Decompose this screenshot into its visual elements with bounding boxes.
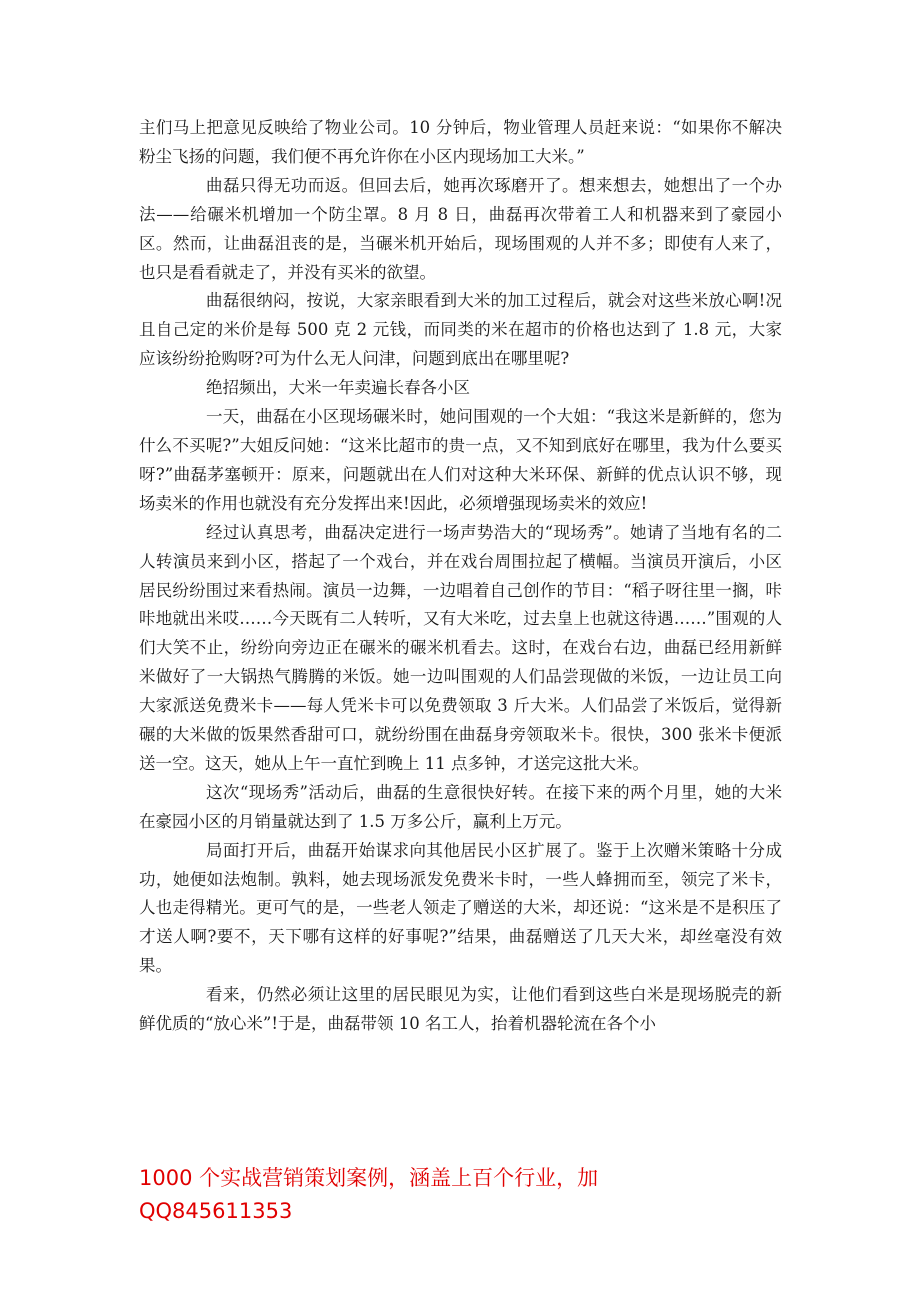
paragraph: 经过认真思考，曲磊决定进行一场声势浩大的“现场秀”。她请了当地有名的二人转演员来到小区，搭起了一个戏台，并在戏台周围拉起了横幅。当演员开演后，小区居民纷纷围过来看热闹。演员一边舞，一边唱着自己创作的节目：“稻子呀往里一搁，咔咔地就出米哎……今天既有二人转听，又有大米吃，过去皇上也就这待遇……”围观的人们大笑不止，纷纷向旁边正在碾米的碾米机看去。这时，在戏台右边，曲磊已经用新鲜米做好了一大锅热气腾腾的米饭。她一边叫围观的人们品尝现做的米饭，一边让员工向大家派送免费米卡——每人凭米卡可以免费领取 3 斤大米。人们品尝了米饭后，觉得新碾的大米做的饭果然香甜可口，就纷纷围在曲磊身旁领取米卡。很快，300 张米卡便派送一空。这天，她从上午一直忙到晚上 11 点多钟，才送完这批大米。 (139, 522, 782, 773)
promo-line-1: 1000 个实战营销策划案例，涵盖上百个行业，加 (139, 1166, 599, 1190)
paragraph: 一天，曲磊在小区现场碾米时，她问围观的一个大姐：“我这米是新鲜的，您为什么不买呢?”大姐反问她：“这米比超市的贵一点，又不知到底好在哪里，我为什么要买呀?”曲磊茅塞顿开：原来，问题就出在人们对这种大米环保、新鲜的优点认识不够，现场卖米的作用也就没有充分发挥出来!因此，必须增强现场卖米的效应! (139, 407, 782, 513)
paragraph: 看来，仍然必须让这里的居民眼见为实，让他们看到这些白米是现场脱壳的新鲜优质的“放心米”!于是，曲磊带领 10 名工人，抬着机器轮流在各个小 (139, 985, 782, 1034)
paragraph: 主们马上把意见反映给了物业公司。10 分钟后，物业管理人员赶来说：“如果你不解决粉尘飞扬的问题，我们便不再允许你在小区内现场加工大米。” (139, 118, 782, 166)
paragraph: 曲磊只得无功而返。但回去后，她再次琢磨开了。想来想去，她想出了一个办法——给碾米机增加一个防尘罩。8 月 8 日，曲磊再次带着工人和机器来到了豪园小区。然而，让曲磊沮丧的是，当碾米机开始后，现场围观的人并不多；即使有人来了，也只是看看就走了，并没有买米的欲望。 (139, 175, 782, 282)
paragraph: 曲磊很纳闷，按说，大家亲眼看到大米的加工过程后，就会对这些米放心啊!况且自己定的米价是每 500 克 2 元钱，而同类的米在超市的价格也达到了 1.8 元，大家应该纷纷抢购呀?可为什么无人问津，问题到底出在哪里呢? (139, 291, 782, 369)
promo-line-2: QQ845611353 (139, 1199, 293, 1223)
paragraph: 局面打开后，曲磊开始谋求向其他居民小区扩展了。鉴于上次赠米策略十分成功，她便如法炮制。孰料，她去现场派发免费米卡时，一些人蜂拥而至，领完了米卡，人也走得精光。更可气的是，一些老人领走了赠送的大米，却还说：“这米是不是积压了才送人啊?要不，天下哪有这样的好事呢?”结果，曲磊赠送了几天大米，却丝毫没有效果。 (139, 840, 782, 976)
paragraph: 这次“现场秀”活动后，曲磊的生意很快好转。在接下来的两个月里，她的大米在豪园小区的月销量就达到了 1.5 万多公斤，赢利上万元。 (139, 782, 782, 831)
section-heading: 绝招频出，大米一年卖遍长春各小区 (206, 378, 470, 398)
article-body (139, 114, 782, 1039)
promo-footer (139, 1162, 799, 1228)
